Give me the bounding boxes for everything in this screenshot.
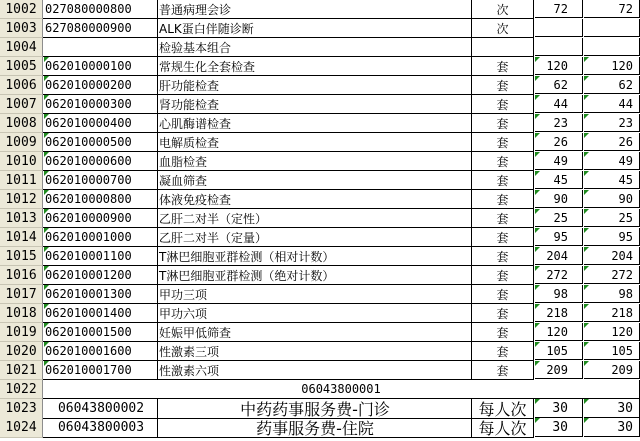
code-cell[interactable]: 06043800003 (43, 418, 158, 438)
table-row (0, 304, 640, 323)
name-cell[interactable]: 肝功能检查 (157, 76, 472, 95)
price-cell[interactable]: 120 (535, 323, 583, 341)
name-cell[interactable]: 体液免疫检查 (157, 190, 472, 209)
comment-marker-icon (584, 323, 589, 328)
comment-marker-icon (535, 57, 540, 62)
code-cell[interactable]: 062010001500 (43, 323, 158, 342)
price-cell[interactable]: 25 (535, 209, 583, 227)
code-cell[interactable]: 062010001200 (43, 266, 158, 285)
table-row (0, 418, 640, 437)
price-cell[interactable]: 49 (535, 152, 583, 170)
name-cell[interactable]: 心肌酶谱检查 (157, 114, 472, 133)
comment-marker-icon (584, 266, 589, 271)
table-row (0, 209, 640, 228)
price-cell[interactable]: 23 (584, 114, 640, 132)
comment-marker-icon (535, 95, 540, 100)
comment-marker-icon (44, 209, 49, 214)
price-cell[interactable] (535, 19, 583, 37)
price-cell[interactable]: 30 (535, 418, 583, 437)
comment-marker-icon (535, 190, 540, 195)
price-cell[interactable]: 30 (584, 399, 640, 418)
price-cell[interactable]: 105 (584, 342, 640, 360)
comment-marker-icon (535, 361, 540, 366)
table-row (0, 266, 640, 285)
comment-marker-icon (584, 114, 589, 119)
table-row (0, 38, 640, 57)
row-header[interactable]: 1020 (0, 342, 43, 361)
name-cell[interactable]: 电解质检查 (157, 133, 472, 152)
code-cell[interactable]: 062010000800 (43, 190, 158, 209)
unit-cell[interactable]: 次 (472, 0, 534, 19)
price-cell[interactable]: 23 (535, 114, 583, 132)
row-header[interactable]: 1010 (0, 152, 43, 171)
unit-cell[interactable]: 套 (472, 190, 534, 209)
row-header[interactable]: 1015 (0, 247, 43, 266)
row-header[interactable]: 1003 (0, 19, 43, 38)
row-header[interactable]: 1021 (0, 361, 43, 380)
price-cell[interactable]: 25 (584, 209, 640, 227)
row-header[interactable]: 1019 (0, 323, 43, 342)
name-cell[interactable]: 中药药事服务费-门诊 (157, 399, 472, 419)
comment-marker-icon (44, 228, 49, 233)
unit-cell[interactable]: 每人次 (472, 418, 534, 438)
table-row (0, 57, 640, 76)
code-cell[interactable]: 062010001000 (43, 228, 158, 247)
comment-marker-icon (535, 342, 540, 347)
name-cell[interactable]: 性激素三项 (157, 342, 472, 361)
price-cell[interactable]: 90 (535, 190, 583, 208)
price-cell[interactable]: 62 (584, 76, 640, 94)
comment-marker-icon (535, 285, 540, 290)
table-row (0, 19, 640, 38)
row-header[interactable]: 1008 (0, 114, 43, 133)
table-row (0, 171, 640, 190)
price-cell[interactable]: 209 (584, 361, 640, 379)
comment-marker-icon (535, 133, 540, 138)
comment-marker-icon (584, 209, 589, 214)
comment-marker-icon (584, 171, 589, 176)
name-cell[interactable]: T淋巴细胞亚群检测（相对计数） (157, 247, 472, 266)
code-cell[interactable]: 062010001100 (43, 247, 158, 266)
row-header[interactable]: 1016 (0, 266, 43, 285)
row-header[interactable]: 1006 (0, 76, 43, 95)
price-cell[interactable]: 45 (535, 171, 583, 189)
price-cell[interactable]: 44 (584, 95, 640, 113)
price-cell[interactable] (535, 38, 583, 56)
comment-marker-icon (584, 76, 589, 81)
price-cell[interactable]: 72 (584, 0, 640, 18)
name-cell[interactable]: ALK蛋白伴随诊断 (157, 19, 472, 38)
comment-marker-icon (535, 228, 540, 233)
name-cell[interactable]: T淋巴细胞亚群检测（绝对计数） (157, 266, 472, 285)
comment-marker-icon (535, 399, 540, 404)
row-header[interactable]: 1004 (0, 38, 43, 57)
table-row (0, 361, 640, 380)
price-cell[interactable]: 105 (535, 342, 583, 360)
price-cell[interactable]: 120 (584, 323, 640, 341)
comment-marker-icon (44, 304, 49, 309)
table-row (0, 190, 640, 209)
code-cell[interactable]: 062010000500 (43, 133, 158, 152)
comment-marker-icon (44, 285, 49, 290)
comment-marker-icon (535, 171, 540, 176)
comment-marker-icon (44, 323, 49, 328)
table-row (0, 152, 640, 171)
row-header[interactable]: 1017 (0, 285, 43, 304)
comment-marker-icon (584, 285, 589, 290)
price-cell[interactable]: 72 (535, 0, 583, 18)
price-cell[interactable]: 95 (584, 228, 640, 246)
row-header[interactable]: 1018 (0, 304, 43, 323)
name-cell[interactable]: 甲功三项 (157, 285, 472, 304)
row-header[interactable]: 1013 (0, 209, 43, 228)
price-cell[interactable]: 26 (535, 133, 583, 151)
comment-marker-icon (44, 133, 49, 138)
row-header[interactable]: 1024 (0, 418, 43, 438)
comment-marker-icon (44, 152, 49, 157)
price-cell[interactable]: 209 (535, 361, 583, 379)
comment-marker-icon (44, 76, 49, 81)
price-cell[interactable]: 120 (535, 57, 583, 75)
unit-cell[interactable]: 每人次 (472, 399, 534, 419)
table-row (0, 342, 640, 361)
name-cell[interactable]: 性激素六项 (157, 361, 472, 380)
unit-cell[interactable]: 套 (472, 304, 534, 323)
comment-marker-icon (584, 57, 589, 62)
price-cell[interactable]: 30 (584, 418, 640, 437)
name-cell[interactable]: 妊娠甲低筛查 (157, 323, 472, 342)
name-cell[interactable]: 常规生化全套检查 (157, 57, 472, 76)
comment-marker-icon (44, 114, 49, 119)
comment-marker-icon (535, 152, 540, 157)
code-cell[interactable]: 062010000600 (43, 152, 158, 171)
table-row-merged (0, 380, 640, 399)
comment-marker-icon (535, 418, 540, 423)
unit-cell[interactable]: 套 (472, 323, 534, 342)
comment-marker-icon (584, 342, 589, 347)
price-cell[interactable]: 45 (584, 171, 640, 189)
price-cell[interactable] (584, 19, 640, 37)
comment-marker-icon (44, 171, 49, 176)
price-cell[interactable]: 120 (584, 57, 640, 75)
code-cell[interactable] (43, 38, 158, 57)
table-row (0, 95, 640, 114)
price-cell[interactable]: 62 (535, 76, 583, 94)
row-header[interactable]: 1014 (0, 228, 43, 247)
name-cell[interactable]: 乙肝二对半（定性） (157, 209, 472, 228)
table-row (0, 228, 640, 247)
name-cell[interactable]: 普通病理会诊 (157, 0, 472, 19)
price-cell[interactable]: 98 (584, 285, 640, 303)
comment-marker-icon (44, 57, 49, 62)
comment-marker-icon (535, 114, 540, 119)
row-header[interactable]: 1009 (0, 133, 43, 152)
price-cell[interactable]: 204 (535, 247, 583, 265)
row-header[interactable]: 1012 (0, 190, 43, 209)
row-header[interactable]: 1023 (0, 399, 43, 419)
comment-marker-icon (535, 304, 540, 309)
table-row (0, 399, 640, 418)
comment-marker-icon (584, 247, 589, 252)
price-cell[interactable]: 44 (535, 95, 583, 113)
unit-cell[interactable]: 套 (472, 266, 534, 285)
unit-cell[interactable]: 套 (472, 95, 534, 114)
unit-cell[interactable]: 套 (472, 152, 534, 171)
comment-marker-icon (584, 418, 589, 423)
comment-marker-icon (584, 361, 589, 366)
price-cell[interactable]: 98 (535, 285, 583, 303)
unit-cell[interactable]: 套 (472, 209, 534, 228)
name-cell[interactable]: 甲功六项 (157, 304, 472, 323)
price-cell[interactable]: 26 (584, 133, 640, 151)
code-cell[interactable]: 062010000700 (43, 171, 158, 190)
comment-marker-icon (584, 228, 589, 233)
name-cell[interactable]: 乙肝二对半（定量） (157, 228, 472, 247)
comment-marker-icon (44, 190, 49, 195)
table-row (0, 323, 640, 342)
unit-cell[interactable]: 套 (472, 114, 534, 133)
comment-marker-icon (44, 342, 49, 347)
unit-cell[interactable]: 套 (472, 247, 534, 266)
price-cell[interactable]: 272 (535, 266, 583, 284)
comment-marker-icon (535, 266, 540, 271)
row-header[interactable]: 1011 (0, 171, 43, 190)
unit-cell[interactable]: 次 (472, 19, 534, 38)
code-cell[interactable]: 062010001600 (43, 342, 158, 361)
price-cell[interactable]: 90 (584, 190, 640, 208)
comment-marker-icon (44, 247, 49, 252)
table-row (0, 133, 640, 152)
unit-cell[interactable] (472, 38, 534, 57)
name-cell[interactable]: 药事服务费-住院 (157, 418, 472, 438)
name-cell[interactable]: 凝血筛查 (157, 171, 472, 190)
code-cell[interactable]: 627080000900 (43, 19, 158, 38)
comment-marker-icon (584, 95, 589, 100)
unit-cell[interactable]: 套 (472, 228, 534, 247)
comment-marker-icon (584, 304, 589, 309)
table-row (0, 76, 640, 95)
price-cell[interactable]: 30 (535, 399, 583, 418)
price-cell[interactable]: 95 (535, 228, 583, 246)
table-row (0, 247, 640, 266)
code-cell[interactable]: 062010001400 (43, 304, 158, 323)
comment-marker-icon (584, 399, 589, 404)
code-cell[interactable]: 062010000300 (43, 95, 158, 114)
comment-marker-icon (584, 152, 589, 157)
code-cell[interactable]: 027080000800 (43, 0, 158, 19)
code-cell[interactable]: 062010000400 (43, 114, 158, 133)
table-row (0, 285, 640, 304)
price-cell[interactable] (584, 38, 640, 56)
price-cell[interactable]: 218 (584, 304, 640, 322)
unit-cell[interactable]: 套 (472, 342, 534, 361)
price-cell[interactable]: 49 (584, 152, 640, 170)
comment-marker-icon (44, 95, 49, 100)
name-cell[interactable]: 血脂检查 (157, 152, 472, 171)
unit-cell[interactable]: 套 (472, 133, 534, 152)
comment-marker-icon (44, 266, 49, 271)
row-header[interactable]: 1005 (0, 57, 43, 76)
comment-marker-icon (584, 133, 589, 138)
unit-cell[interactable]: 套 (472, 285, 534, 304)
table-row (0, 0, 640, 19)
code-cell[interactable]: 062010000100 (43, 57, 158, 76)
comment-marker-icon (535, 247, 540, 252)
row-header[interactable]: 1002 (0, 0, 43, 19)
price-cell[interactable]: 272 (584, 266, 640, 284)
price-cell[interactable]: 218 (535, 304, 583, 322)
unit-cell[interactable]: 套 (472, 361, 534, 380)
row-header[interactable]: 1022 (0, 380, 43, 399)
comment-marker-icon (535, 323, 540, 328)
code-cell[interactable]: 062010001700 (43, 361, 158, 380)
code-cell[interactable]: 06043800002 (43, 399, 158, 419)
row-header[interactable]: 1007 (0, 95, 43, 114)
comment-marker-icon (584, 190, 589, 195)
price-cell[interactable]: 204 (584, 247, 640, 265)
name-cell[interactable]: 肾功能检查 (157, 95, 472, 114)
comment-marker-icon (535, 76, 540, 81)
code-cell[interactable]: 062010000200 (43, 76, 158, 95)
unit-cell[interactable]: 套 (472, 76, 534, 95)
comment-marker-icon (535, 209, 540, 214)
unit-cell[interactable]: 套 (472, 57, 534, 76)
comment-marker-icon (44, 361, 49, 366)
unit-cell[interactable]: 套 (472, 171, 534, 190)
code-cell[interactable]: 062010000900 (43, 209, 158, 228)
table-row (0, 114, 640, 133)
name-cell[interactable]: 检验基本组合 (157, 38, 472, 57)
code-cell[interactable]: 062010001300 (43, 285, 158, 304)
merged-code-cell[interactable]: 06043800001 (43, 380, 640, 399)
